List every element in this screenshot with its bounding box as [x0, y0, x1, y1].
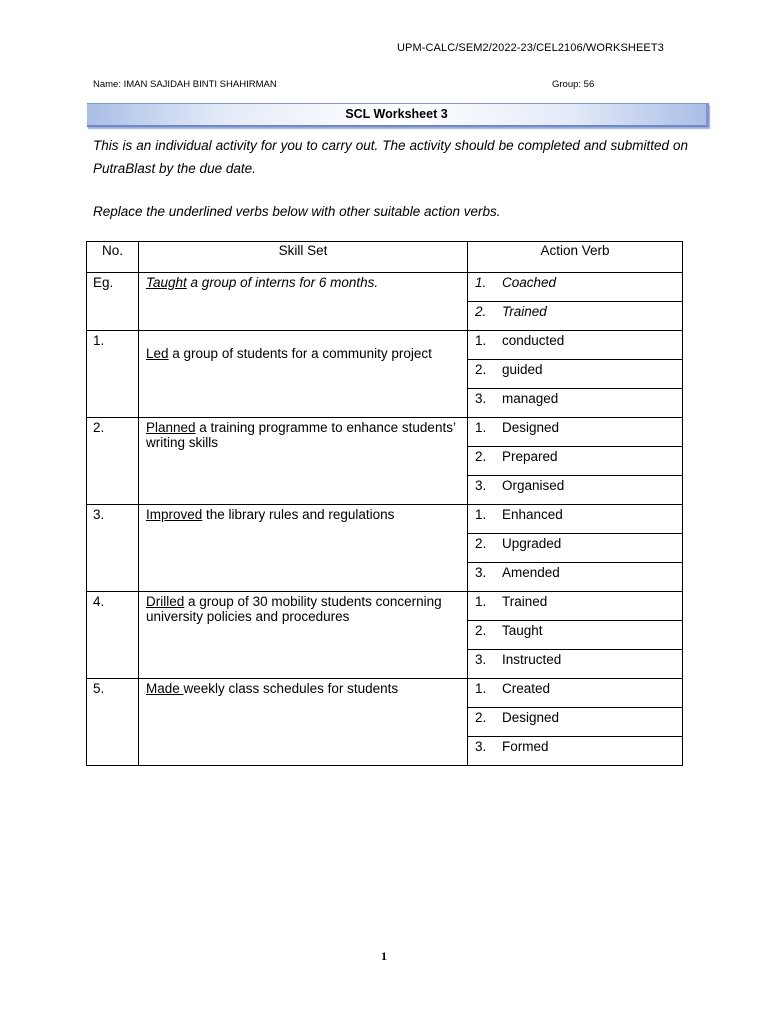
skill-set-cell	[139, 331, 468, 418]
row-number: 4.	[87, 592, 139, 679]
action-verb-cell	[468, 418, 683, 447]
table-row	[87, 505, 683, 534]
skill-set-cell	[139, 592, 468, 679]
row-number: Eg.	[87, 273, 139, 331]
skill-text: the library rules and regulations	[202, 507, 395, 522]
verb-number: 1.	[475, 275, 487, 290]
action-verb-cell	[468, 273, 683, 302]
underlined-verb: Led	[146, 346, 169, 361]
skill-set-cell	[139, 679, 468, 766]
header-skill-set: Skill Set	[139, 242, 468, 273]
verb-number: 2.	[475, 449, 487, 464]
action-verb: Enhanced	[502, 507, 563, 522]
page-number: 1	[381, 949, 387, 963]
skill-set-cell	[139, 418, 468, 505]
verb-number: 1.	[475, 333, 487, 348]
action-verb-cell	[468, 679, 683, 708]
header-no: No.	[87, 242, 139, 273]
action-verb-cell	[468, 534, 683, 563]
action-verb: Amended	[502, 565, 560, 580]
table-row	[87, 273, 683, 302]
action-verb-cell	[468, 650, 683, 679]
action-verb-cell	[468, 302, 683, 331]
action-verb-cell	[468, 621, 683, 650]
table-row	[87, 679, 683, 708]
action-verb: Created	[502, 681, 551, 696]
verb-number: 2.	[475, 536, 487, 551]
underlined-verb: Made	[146, 681, 184, 696]
action-verb: Formed	[502, 739, 549, 754]
row-number: 2.	[87, 418, 139, 505]
action-verb: conducted	[502, 333, 565, 348]
table-row	[87, 331, 683, 360]
worksheet-title-bar	[87, 103, 709, 127]
verb-number: 1.	[475, 507, 487, 522]
worksheet-title: SCL Worksheet 3	[345, 107, 448, 121]
action-verb: Organised	[502, 478, 565, 493]
skill-text: a group of students for a community project	[168, 346, 432, 361]
underlined-verb: Drilled	[146, 594, 185, 609]
verb-number: 3.	[475, 565, 487, 580]
action-verb-cell	[468, 563, 683, 592]
skill-text: weekly class schedules for students	[183, 681, 399, 696]
action-verb: guided	[502, 362, 543, 377]
action-verb-cell	[468, 737, 683, 766]
action-verb-cell	[468, 476, 683, 505]
action-verb-cell	[468, 447, 683, 476]
action-verb: Designed	[502, 420, 560, 435]
verb-number: 1.	[475, 420, 487, 435]
skill-set-cell	[139, 505, 468, 592]
skill-text: a group of 30 mobility students concerning university policies and procedures	[146, 594, 442, 624]
verb-number: 3.	[475, 391, 487, 406]
action-verb: Upgraded	[502, 536, 562, 551]
verb-number: 1.	[475, 594, 487, 609]
action-verb: Trained	[502, 594, 548, 609]
action-verb: Instructed	[502, 652, 562, 667]
verb-number: 2.	[475, 710, 487, 725]
student-name: Name: IMAN SAJIDAH BINTI SHAHIRMAN	[93, 79, 277, 90]
row-number: 5.	[87, 679, 139, 766]
action-verb: Taught	[502, 623, 543, 638]
action-verb-cell	[468, 331, 683, 360]
underlined-verb: Taught	[146, 275, 187, 290]
table-header-row	[87, 242, 683, 273]
verb-number: 2.	[475, 623, 487, 638]
table-row	[87, 418, 683, 447]
intro-text: This is an individual activity for you to carry out. The activity should be completed and submitted on PutraBlast by the due date.	[93, 138, 688, 176]
skill-set-cell	[139, 273, 468, 331]
document-code: UPM-CALC/SEM2/2022-23/CEL2106/WORKSHEET3	[397, 42, 664, 54]
instruction-text: Replace the underlined verbs below with other suitable action verbs.	[93, 204, 501, 219]
action-verb-cell	[468, 592, 683, 621]
table-row	[87, 592, 683, 621]
verb-number: 3.	[475, 478, 487, 493]
verb-number: 2.	[475, 304, 487, 319]
row-number: 1.	[87, 331, 139, 418]
action-verb: Designed	[502, 710, 560, 725]
row-number: 3.	[87, 505, 139, 592]
group-number: Group: 56	[552, 79, 595, 90]
action-verb-cell	[468, 708, 683, 737]
verb-number: 3.	[475, 739, 487, 754]
action-verb-table	[86, 241, 683, 766]
skill-text: a training programme to enhance students’ writing skills	[146, 420, 456, 450]
action-verb-cell	[468, 389, 683, 418]
skill-text: a group of interns for 6 months.	[186, 275, 379, 290]
underlined-verb: Planned	[146, 420, 196, 435]
action-verb-cell	[468, 360, 683, 389]
verb-number: 2.	[475, 362, 487, 377]
action-verb-cell	[468, 505, 683, 534]
header-action-verb: Action Verb	[468, 242, 683, 273]
action-verb: Trained	[502, 304, 547, 319]
action-verb: Coached	[502, 275, 557, 290]
verb-number: 1.	[475, 681, 487, 696]
action-verb: Prepared	[502, 449, 558, 464]
verb-number: 3.	[475, 652, 487, 667]
action-verb: managed	[502, 391, 559, 406]
underlined-verb: Improved	[146, 507, 203, 522]
